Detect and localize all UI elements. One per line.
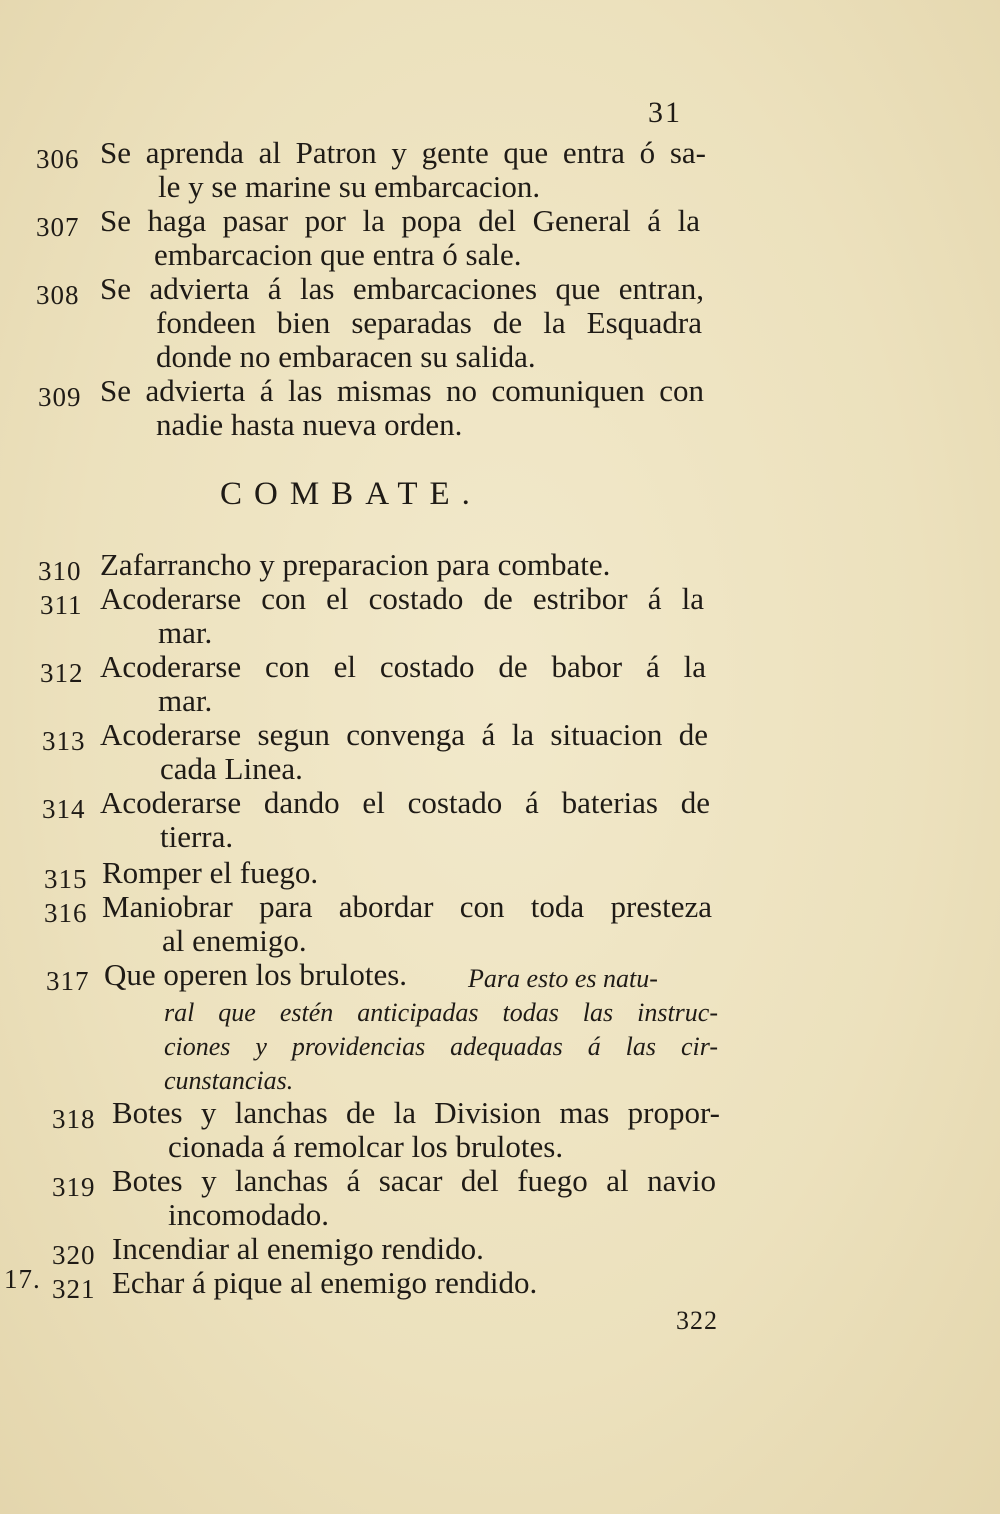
entry-line: al enemigo. xyxy=(162,923,307,958)
entry-line: Zafarrancho y preparacion para combate. xyxy=(100,547,611,582)
entry-number: 309 xyxy=(38,382,82,412)
entry-line: Se haga pasar por la popa del General á la xyxy=(100,203,700,238)
entry-number: 312 xyxy=(40,658,84,688)
entry-number: 307 xyxy=(36,212,80,242)
entry-number: 314 xyxy=(42,794,86,824)
entry-line: fondeen bien separadas de la Esquadra xyxy=(156,305,702,340)
entry-number: 318 xyxy=(52,1104,96,1134)
entry-line: Echar á pique al enemigo rendido. xyxy=(112,1265,538,1300)
entry-number: 313 xyxy=(42,726,86,756)
entry-line: mar. xyxy=(158,683,213,718)
entry-line: Acoderarse dando el costado á baterias de xyxy=(100,785,710,820)
entry-line: Que operen los brulotes. xyxy=(104,957,408,992)
entry-number: 311 xyxy=(40,590,83,620)
entry-note-italic: ciones y providencias adequadas á las cir- xyxy=(164,1032,718,1061)
entry-note-italic: Para esto es natu- xyxy=(468,964,658,993)
entry-line: cada Linea. xyxy=(160,751,303,786)
entry-line: Botes y lanchas á sacar del fuego al navio xyxy=(112,1163,716,1198)
entry-line: Acoderarse con el costado de babor á la xyxy=(100,649,706,684)
entry-line: Acoderarse con el costado de estribor á la xyxy=(100,581,704,616)
entry-number: 317 xyxy=(46,966,90,996)
entry-number: 315 xyxy=(44,864,88,894)
entry-note-italic: cunstancias. xyxy=(164,1066,294,1095)
entry-line: Romper el fuego. xyxy=(102,855,319,890)
entry-line: Maniobrar para abordar con toda presteza xyxy=(102,889,712,924)
entry-line: mar. xyxy=(158,615,213,650)
entry-number: 321 xyxy=(52,1274,96,1304)
entry-line: Botes y lanchas de la Division mas propor- xyxy=(112,1095,720,1130)
entry-note-italic: ral que estén anticipadas todas las instruc- xyxy=(164,998,718,1027)
entry-line: Se advierta á las mismas no comuniquen con xyxy=(100,373,704,408)
entry-number: 308 xyxy=(36,280,80,310)
entry-line: embarcacion que entra ó sale. xyxy=(154,237,522,272)
margin-note: 17. xyxy=(4,1264,41,1294)
entry-number: 310 xyxy=(38,556,82,586)
page-number: 31 xyxy=(648,96,682,129)
entry-line: tierra. xyxy=(160,819,234,854)
entry-line: nadie hasta nueva orden. xyxy=(156,407,463,442)
catchword: 322 xyxy=(676,1306,718,1335)
entry-number: 319 xyxy=(52,1172,96,1202)
section-heading: COMBATE. xyxy=(220,476,482,512)
entry-line: Se advierta á las embarcaciones que entran, xyxy=(100,271,704,306)
entry-line: Incendiar al enemigo rendido. xyxy=(112,1231,484,1266)
entry-line: Acoderarse segun convenga á la situacion de xyxy=(100,717,708,752)
entry-line: cionada á remolcar los brulotes. xyxy=(168,1129,564,1164)
entry-number: 306 xyxy=(36,144,80,174)
entry-number: 320 xyxy=(52,1240,96,1270)
entry-line: donde no embaracen su salida. xyxy=(156,339,536,374)
entry-line: incomodado. xyxy=(168,1197,329,1232)
entry-line: le y se marine su embarcacion. xyxy=(158,169,541,204)
entry-number: 316 xyxy=(44,898,88,928)
entry-line: Se aprenda al Patron y gente que entra ó sa- xyxy=(100,135,706,170)
